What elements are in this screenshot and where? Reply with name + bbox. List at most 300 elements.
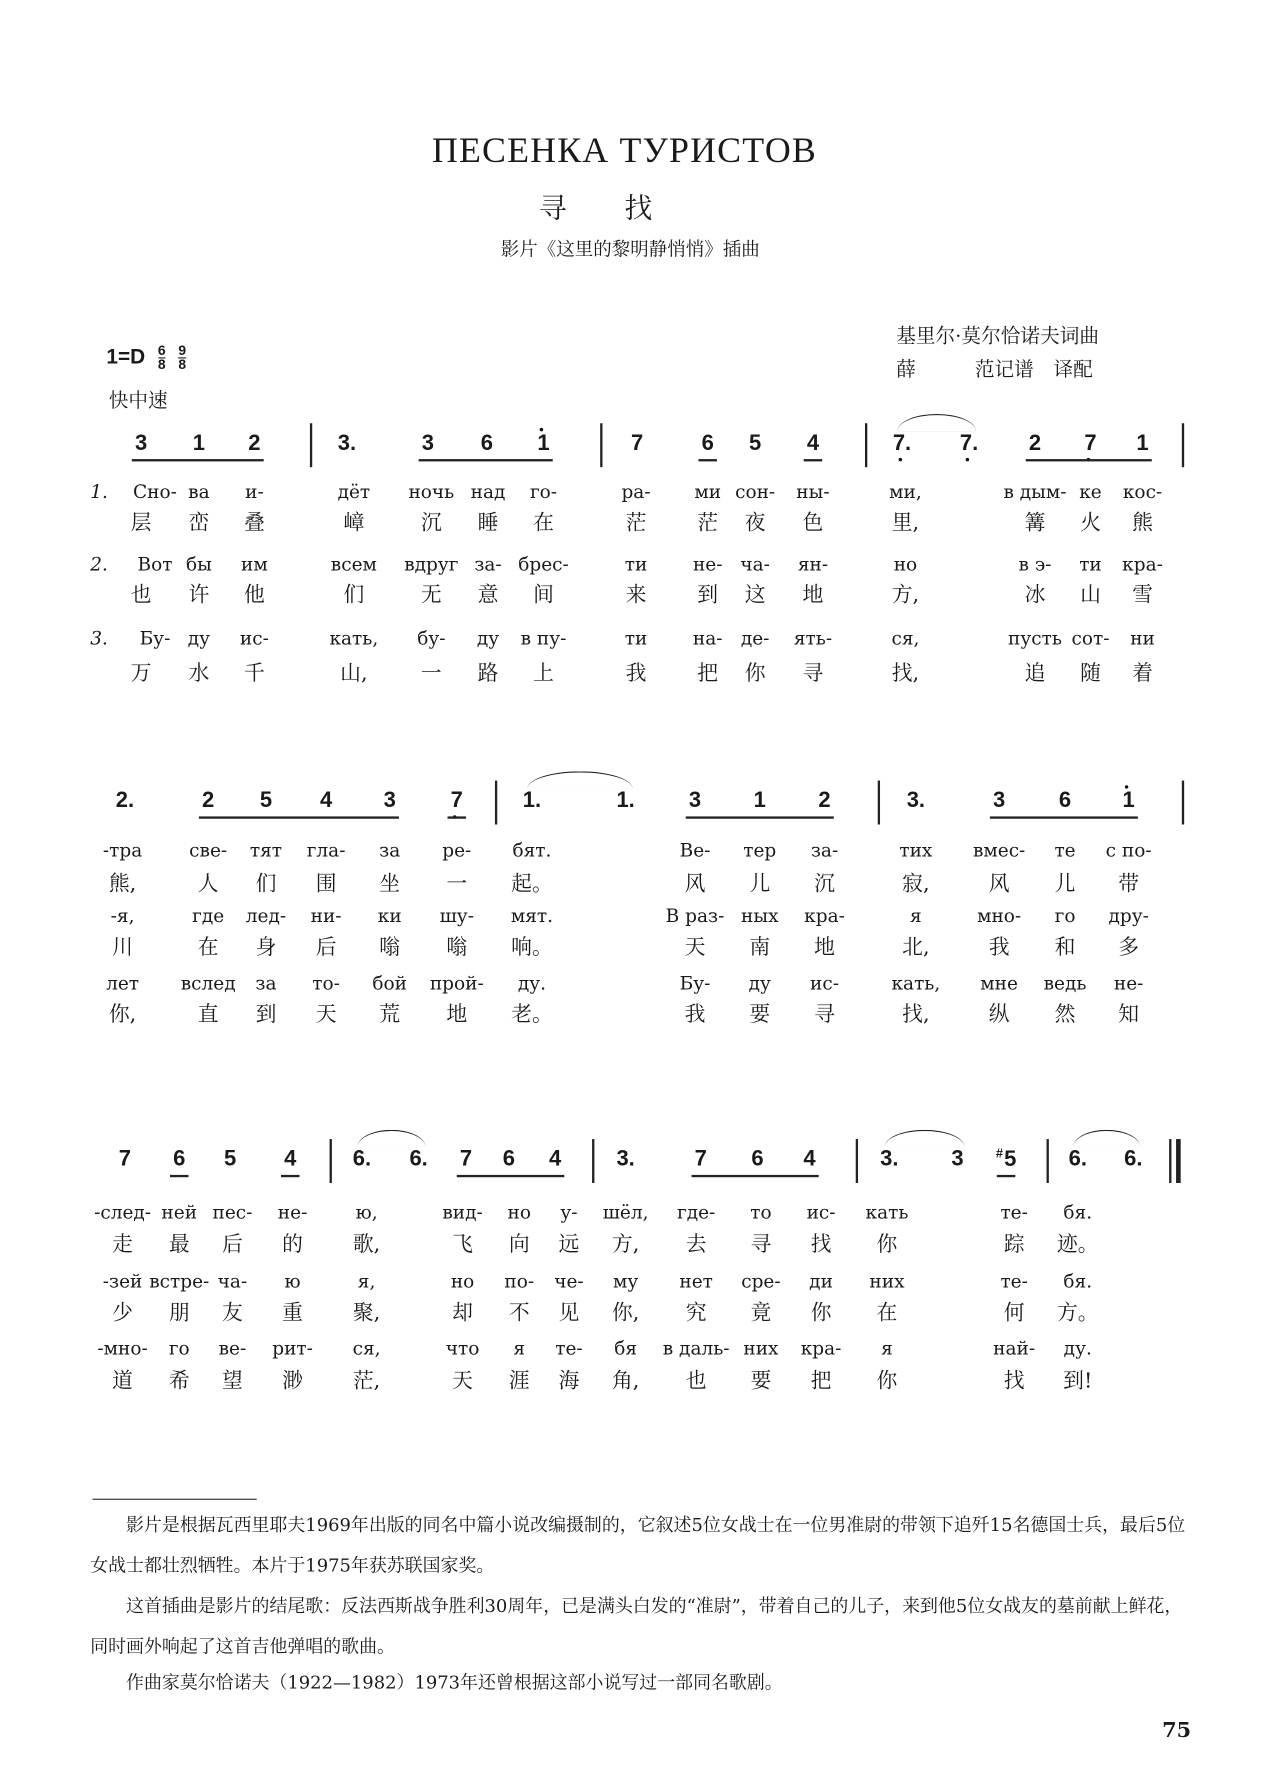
note-digit: 6 xyxy=(1058,788,1072,813)
lyric-chinese: 许 xyxy=(188,582,210,608)
note xyxy=(807,431,819,456)
lyric-russian: -тра xyxy=(102,838,143,861)
lyric-russian: я xyxy=(881,1337,893,1360)
lyric-chinese: 重 xyxy=(282,1300,303,1326)
note xyxy=(1123,789,1135,814)
lyric-chinese: 老。 xyxy=(511,1002,553,1027)
lyric-chinese: 嗡 xyxy=(379,935,401,960)
lyric-russian: в даль- xyxy=(662,1337,730,1360)
barline xyxy=(878,781,880,825)
lyric-russian: дру- xyxy=(1108,904,1149,927)
lyric-russian: в пу- xyxy=(520,627,567,650)
note-digit: 4 xyxy=(806,431,820,456)
lyric-russian: -зей xyxy=(102,1270,143,1293)
lyric-russian: ис- xyxy=(239,627,269,650)
note-digit: 2 xyxy=(202,788,215,813)
lyric-russian: всем xyxy=(330,553,377,576)
lyric-chinese: 也 xyxy=(685,1369,707,1394)
verse-number: 3. xyxy=(90,627,108,650)
note xyxy=(409,1147,427,1172)
lyric-chinese: 也 xyxy=(130,582,152,608)
lyric-russian: ду xyxy=(748,971,771,994)
note-digit: 7 xyxy=(459,1147,473,1172)
song-subtitle: 寻找 xyxy=(538,191,711,225)
lyric-chinese: 踪 xyxy=(1003,1232,1025,1258)
lyric-chinese: 涯 xyxy=(508,1369,530,1394)
lyric-russian: -след- xyxy=(94,1200,152,1223)
barline xyxy=(310,423,312,467)
lyric-russian: бя xyxy=(614,1337,638,1360)
lyric-russian: не- xyxy=(1113,971,1144,994)
beam-underline xyxy=(686,816,834,818)
beam-underline xyxy=(1026,459,1152,461)
barline xyxy=(600,423,602,467)
note xyxy=(451,789,463,814)
lyric-chinese: 儿 xyxy=(749,871,771,897)
lyric-chinese: 远 xyxy=(558,1232,580,1258)
note xyxy=(960,431,978,456)
lyric-russian: но xyxy=(450,1270,475,1293)
lyric-chinese: 寂, xyxy=(902,871,930,897)
note xyxy=(353,1147,371,1172)
lyric-russian: ночь xyxy=(408,480,455,503)
note-digit: 3. xyxy=(337,431,357,456)
note xyxy=(284,1147,296,1172)
lyric-chinese: 我 xyxy=(684,1002,706,1027)
lyric-russian: ми, xyxy=(889,480,922,503)
lyric-russian: тер xyxy=(743,838,777,861)
verse-number: 1. xyxy=(90,480,108,503)
lyric-chinese: 熊 xyxy=(1132,511,1153,536)
lyric-chinese: 地 xyxy=(446,1002,468,1027)
lyric-chinese: 千 xyxy=(244,661,265,686)
verse-number: 2. xyxy=(90,553,108,576)
lyric-russian: я, xyxy=(357,1270,376,1293)
lyric-russian: Ве- xyxy=(679,838,711,861)
lyric-chinese: 地 xyxy=(814,935,835,960)
lyric-russian: с по- xyxy=(1105,838,1152,861)
lyric-russian: я xyxy=(513,1337,526,1360)
lyric-chinese: 方, xyxy=(891,582,920,608)
lyric-chinese: 睡 xyxy=(477,511,499,536)
lyric-chinese: 里, xyxy=(891,511,920,536)
lyric-chinese: 川 xyxy=(112,935,133,960)
beam-underline xyxy=(457,1175,565,1177)
lyric-chinese: 方。 xyxy=(1056,1300,1099,1326)
lyric-chinese: 把 xyxy=(810,1369,832,1394)
tie-arc xyxy=(357,1130,425,1147)
time-signature-2 xyxy=(178,342,187,373)
note-digit: 7 xyxy=(631,431,644,456)
lyric-russian: Бу- xyxy=(679,971,711,994)
lyric-chinese: 歌, xyxy=(352,1232,381,1258)
note-digit: 2 xyxy=(1028,431,1042,456)
lyric-russian: брес- xyxy=(518,553,569,576)
note-digit: 6 xyxy=(173,1147,186,1172)
lyric-russian: мно- xyxy=(977,904,1022,927)
lyric-chinese: 找 xyxy=(810,1232,832,1258)
note-digit: 6. xyxy=(352,1147,372,1172)
lyric-chinese: 天 xyxy=(452,1369,473,1394)
lyric-chinese: 沉 xyxy=(814,871,835,897)
lyric-russian: где- xyxy=(677,1200,716,1223)
note-digit: 3. xyxy=(880,1147,899,1172)
lyric-chinese: 要 xyxy=(749,1002,771,1027)
lyric-russian: бой xyxy=(372,971,408,994)
lyric-russian: бы xyxy=(185,553,212,576)
lyric-chinese: 最 xyxy=(168,1232,190,1258)
lyric-chinese: 我 xyxy=(625,661,647,686)
note-digit: 6 xyxy=(480,431,493,456)
lyric-chinese: 在 xyxy=(533,511,554,536)
lyric-russian: ду. xyxy=(1063,1337,1092,1360)
note-digit: 3 xyxy=(383,788,396,813)
note xyxy=(616,1147,634,1172)
lyric-russian: го xyxy=(168,1337,190,1360)
footnote-paragraph: 这首插曲是影片的结尾歌：反法西斯战争胜利30周年，已是满头白发的“准尉”，带着自己的儿子，来到他5位女战友的墓前献上鲜花，同时画外响起了这首吉他弹唱的歌曲。 xyxy=(90,1595,1183,1658)
note xyxy=(616,789,634,814)
lyric-russian: то- xyxy=(312,971,340,994)
lyric-russian: по- xyxy=(504,1270,535,1293)
meter-den: 8 xyxy=(157,356,166,373)
lyric-chinese: 夜 xyxy=(744,511,766,536)
lyric-russian: Сно- xyxy=(133,480,177,503)
lyric-chinese: 后 xyxy=(222,1232,243,1258)
lyric-russian: ю xyxy=(284,1270,301,1293)
meter-num: 6 xyxy=(157,342,166,359)
barline xyxy=(330,1139,332,1183)
lyric-chinese: 向 xyxy=(508,1232,530,1258)
lyric-russian: ти xyxy=(624,627,648,650)
barline xyxy=(1047,1139,1049,1183)
beam-underline xyxy=(281,1175,300,1177)
note-digit: 4 xyxy=(803,1147,816,1172)
lyric-chinese: 层 xyxy=(130,511,152,536)
lyric-russian: де- xyxy=(740,627,770,650)
lyric-chinese: 响。 xyxy=(511,935,553,960)
lyric-russian: но xyxy=(507,1200,531,1223)
note-digit: 3 xyxy=(951,1147,964,1172)
lyric-chinese: 水 xyxy=(188,661,210,686)
note xyxy=(1069,1147,1087,1172)
lyric-russian: ведь xyxy=(1043,971,1087,994)
lyric-chinese: 风 xyxy=(684,871,706,897)
lyric-russian: го xyxy=(1054,904,1076,927)
lyric-chinese: 要 xyxy=(750,1369,772,1394)
tie-arc xyxy=(1073,1130,1140,1147)
lyric-chinese: 知 xyxy=(1118,1002,1140,1027)
note-digit: 6. xyxy=(1124,1147,1143,1172)
lyric-russian: ти xyxy=(1079,553,1102,576)
note xyxy=(116,789,134,814)
lyric-chinese: 色 xyxy=(802,511,824,536)
lyric-russian: ра- xyxy=(621,480,651,503)
note xyxy=(996,1147,1016,1173)
lyric-chinese: 找, xyxy=(902,1002,930,1027)
note-digit: 5 xyxy=(224,1147,237,1172)
note-digit: 5 xyxy=(1004,1147,1017,1172)
note-digit: 1 xyxy=(1122,788,1135,813)
note xyxy=(631,431,643,456)
film-caption: 影片《这里的黎明静悄悄》插曲 xyxy=(500,238,760,261)
lyric-chinese: 山, xyxy=(340,661,368,686)
lyric-chinese: 你 xyxy=(876,1232,898,1258)
lyric-russian: бя. xyxy=(1063,1200,1093,1223)
lyric-russian: те- xyxy=(555,1337,583,1360)
lyric-russian: у- xyxy=(560,1200,578,1223)
note-digit: 3. xyxy=(906,788,926,813)
lyric-russian: ми xyxy=(694,480,722,503)
note xyxy=(320,789,332,814)
lyric-russian: че- xyxy=(554,1270,584,1293)
lyric-russian: мне xyxy=(980,971,1018,994)
lyric-russian: нет xyxy=(679,1270,713,1293)
lyric-chinese: 天 xyxy=(315,1002,337,1027)
lyric-russian: ке xyxy=(1079,480,1102,503)
lyric-russian: пусть xyxy=(1008,627,1062,650)
lyric-russian: гла- xyxy=(306,838,346,861)
lyric-chinese: 少 xyxy=(112,1300,133,1326)
note xyxy=(1084,431,1096,456)
lyric-russian: вмес- xyxy=(972,838,1026,861)
note-digit: 1. xyxy=(616,788,635,813)
lyric-chinese: 寻 xyxy=(814,1002,835,1027)
meter-den: 8 xyxy=(178,356,187,373)
lyric-chinese: 后 xyxy=(315,935,337,960)
lyric-russian: в э- xyxy=(1018,553,1052,576)
lyric-chinese: 寻 xyxy=(802,661,824,686)
lyric-russian: -я, xyxy=(110,904,135,927)
lyric-chinese: 起。 xyxy=(511,871,553,897)
note xyxy=(503,1147,515,1172)
lyric-chinese: 道 xyxy=(112,1369,133,1394)
octave-dot-below xyxy=(899,458,902,461)
lyric-russian: ся, xyxy=(891,627,920,650)
lyric-russian: тят xyxy=(249,838,283,861)
lyric-chinese: 雪 xyxy=(1132,582,1153,608)
lyric-russian: ду xyxy=(187,627,211,650)
lyric-russian: прой- xyxy=(429,971,484,994)
note xyxy=(537,431,549,456)
lyric-chinese: 北, xyxy=(902,935,930,960)
note xyxy=(119,1147,131,1172)
lyric-russian: ва xyxy=(188,480,210,503)
lyric-russian: но xyxy=(893,553,918,576)
translator-credit: 薛 范记谱 译配 xyxy=(896,358,1093,382)
note xyxy=(248,431,260,456)
page-number: 75 xyxy=(1162,1718,1192,1743)
lyric-russian: сот- xyxy=(1071,627,1110,650)
lyric-chinese: 坐 xyxy=(379,871,401,897)
note xyxy=(202,789,214,814)
lyric-russian: ки xyxy=(377,904,402,927)
lyric-chinese: 直 xyxy=(197,1002,219,1027)
note-digit: 6. xyxy=(409,1147,428,1172)
note xyxy=(135,431,147,456)
lyric-chinese: 风 xyxy=(988,871,1010,897)
note xyxy=(549,1147,561,1172)
lyric-russian: где xyxy=(192,904,225,927)
lyric-chinese: 冰 xyxy=(1024,582,1046,608)
note-digit: 1. xyxy=(522,788,542,813)
lyric-russian: над xyxy=(470,480,506,503)
beam-underline xyxy=(990,816,1138,818)
lyric-russian: вдруг xyxy=(404,553,459,576)
lyric-russian: им xyxy=(241,553,268,576)
note-digit: 2 xyxy=(818,788,831,813)
lyric-chinese: 茫 xyxy=(697,511,719,536)
lyric-russian: них xyxy=(869,1270,905,1293)
key-label: 1=D xyxy=(106,344,146,369)
note xyxy=(907,789,925,814)
lyric-russian: ди xyxy=(809,1270,833,1293)
note-digit: 7 xyxy=(118,1147,132,1172)
lyric-russian: пес- xyxy=(212,1200,253,1223)
note xyxy=(880,1147,898,1172)
note-digit: 2 xyxy=(248,431,261,456)
note-digit: 3 xyxy=(688,788,702,813)
note xyxy=(384,789,396,814)
lyric-chinese: 追 xyxy=(1024,661,1046,686)
lyric-chinese: 路 xyxy=(477,661,499,686)
lyric-russian: и- xyxy=(245,480,264,503)
lyric-russian: ней xyxy=(161,1200,198,1223)
meter-num: 9 xyxy=(178,342,187,359)
lyric-russian: то xyxy=(750,1200,772,1223)
lyric-russian: ся, xyxy=(352,1337,381,1360)
lyric-chinese: 这 xyxy=(744,582,766,608)
beam-underline xyxy=(698,459,717,461)
lyric-chinese: 人 xyxy=(197,871,219,897)
lyric-russian: лет xyxy=(106,971,140,994)
tie-arc xyxy=(897,414,976,431)
beam-underline xyxy=(804,459,823,461)
lyric-russian: те- xyxy=(1000,1270,1028,1293)
lyric-russian: не- xyxy=(692,553,723,576)
lyric-chinese: 方, xyxy=(611,1232,640,1258)
lyric-russian: ян- xyxy=(797,553,829,576)
note-digit: 6. xyxy=(1068,1147,1087,1172)
lyric-chinese: 们 xyxy=(255,871,277,897)
final-barline xyxy=(1176,1139,1181,1183)
lyric-chinese: 在 xyxy=(197,935,219,960)
lyric-chinese: 不 xyxy=(508,1300,530,1326)
lyric-chinese: 到! xyxy=(1063,1369,1093,1394)
lyric-russian: за xyxy=(255,971,277,994)
lyric-chinese: 万 xyxy=(130,661,152,686)
lyric-chinese: 聚, xyxy=(352,1300,381,1326)
note xyxy=(422,431,434,456)
note xyxy=(1059,789,1071,814)
lyric-chinese: 来 xyxy=(625,582,647,608)
lyric-chinese: 走 xyxy=(112,1232,133,1258)
lyric-chinese: 山 xyxy=(1080,582,1101,608)
lyric-russian: бу- xyxy=(417,627,446,650)
note xyxy=(523,789,541,814)
lyric-chinese: 地 xyxy=(802,582,824,608)
lyric-chinese: 究 xyxy=(685,1300,707,1326)
lyric-chinese: 着 xyxy=(1132,661,1153,686)
lyric-chinese: 我 xyxy=(988,935,1010,960)
note xyxy=(460,1147,472,1172)
note-digit: 7 xyxy=(694,1147,707,1172)
lyric-chinese: 间 xyxy=(533,582,554,608)
lyric-chinese: 见 xyxy=(558,1300,580,1326)
lyric-chinese: 望 xyxy=(222,1369,243,1394)
lyric-russian: вид- xyxy=(442,1200,483,1223)
note-digit: 3 xyxy=(134,431,148,456)
note-digit: 1 xyxy=(753,788,766,813)
note-digit: 4 xyxy=(284,1147,297,1172)
lyric-russian: ис- xyxy=(806,1200,836,1223)
barline xyxy=(856,1139,858,1183)
lyric-russian: му xyxy=(612,1270,639,1293)
note-digit: 7 xyxy=(1084,431,1097,456)
lyric-chinese: 你, xyxy=(611,1300,640,1326)
lyric-russian: кос- xyxy=(1122,480,1163,503)
lyric-chinese: 带 xyxy=(1118,871,1140,897)
note xyxy=(224,1147,236,1172)
lyric-chinese: 茫, xyxy=(352,1369,381,1394)
lyric-chinese: 你 xyxy=(876,1369,898,1394)
lyric-chinese: 嶂 xyxy=(343,511,365,536)
lyric-chinese: 把 xyxy=(697,661,719,686)
lyric-russian: ре- xyxy=(442,838,472,861)
lyric-russian: сре- xyxy=(741,1270,781,1293)
note xyxy=(702,431,714,456)
lyric-russian: за xyxy=(379,838,401,861)
lyric-chinese: 峦 xyxy=(188,511,210,536)
lyric-russian: мят. xyxy=(510,904,554,927)
note-digit: 7 xyxy=(450,788,463,813)
lyric-russian: ти xyxy=(624,553,648,576)
barline xyxy=(1182,781,1184,825)
note xyxy=(1124,1147,1142,1172)
lyric-russian: ду xyxy=(476,627,500,650)
note xyxy=(173,1147,185,1172)
beam-underline xyxy=(692,1175,819,1177)
time-signature-1 xyxy=(157,342,166,373)
lyric-chinese: 何 xyxy=(1003,1300,1025,1326)
lyric-chinese: 竟 xyxy=(750,1300,772,1326)
note-digit: 6 xyxy=(502,1147,515,1172)
tie-arc xyxy=(527,771,632,788)
lyric-russian: кра- xyxy=(800,1337,842,1360)
lyric-russian: рит- xyxy=(272,1337,313,1360)
lyric-russian: не- xyxy=(277,1200,308,1223)
lyric-russian: что xyxy=(445,1337,480,1360)
note xyxy=(260,789,272,814)
note-digit: 3 xyxy=(421,431,434,456)
beam-underline xyxy=(419,459,553,461)
lyric-russian: све- xyxy=(189,838,228,861)
lyric-chinese: 和 xyxy=(1054,935,1076,960)
lyric-chinese: 儿 xyxy=(1054,871,1076,897)
lyric-russian: ных xyxy=(741,904,779,927)
lyric-russian: Вот xyxy=(137,553,173,576)
note xyxy=(951,1147,963,1172)
beam-underline xyxy=(448,816,467,818)
lyric-chinese: 在 xyxy=(876,1300,898,1326)
note xyxy=(689,789,701,814)
lyric-chinese: 找, xyxy=(891,661,920,686)
lyric-russian: встре- xyxy=(149,1270,210,1293)
lyric-russian: дёт xyxy=(337,480,371,503)
lyric-russian: кра- xyxy=(804,904,845,927)
lyric-chinese: 海 xyxy=(558,1369,580,1394)
lyric-russian: -мно- xyxy=(97,1337,148,1360)
octave-dot-below xyxy=(966,458,969,461)
